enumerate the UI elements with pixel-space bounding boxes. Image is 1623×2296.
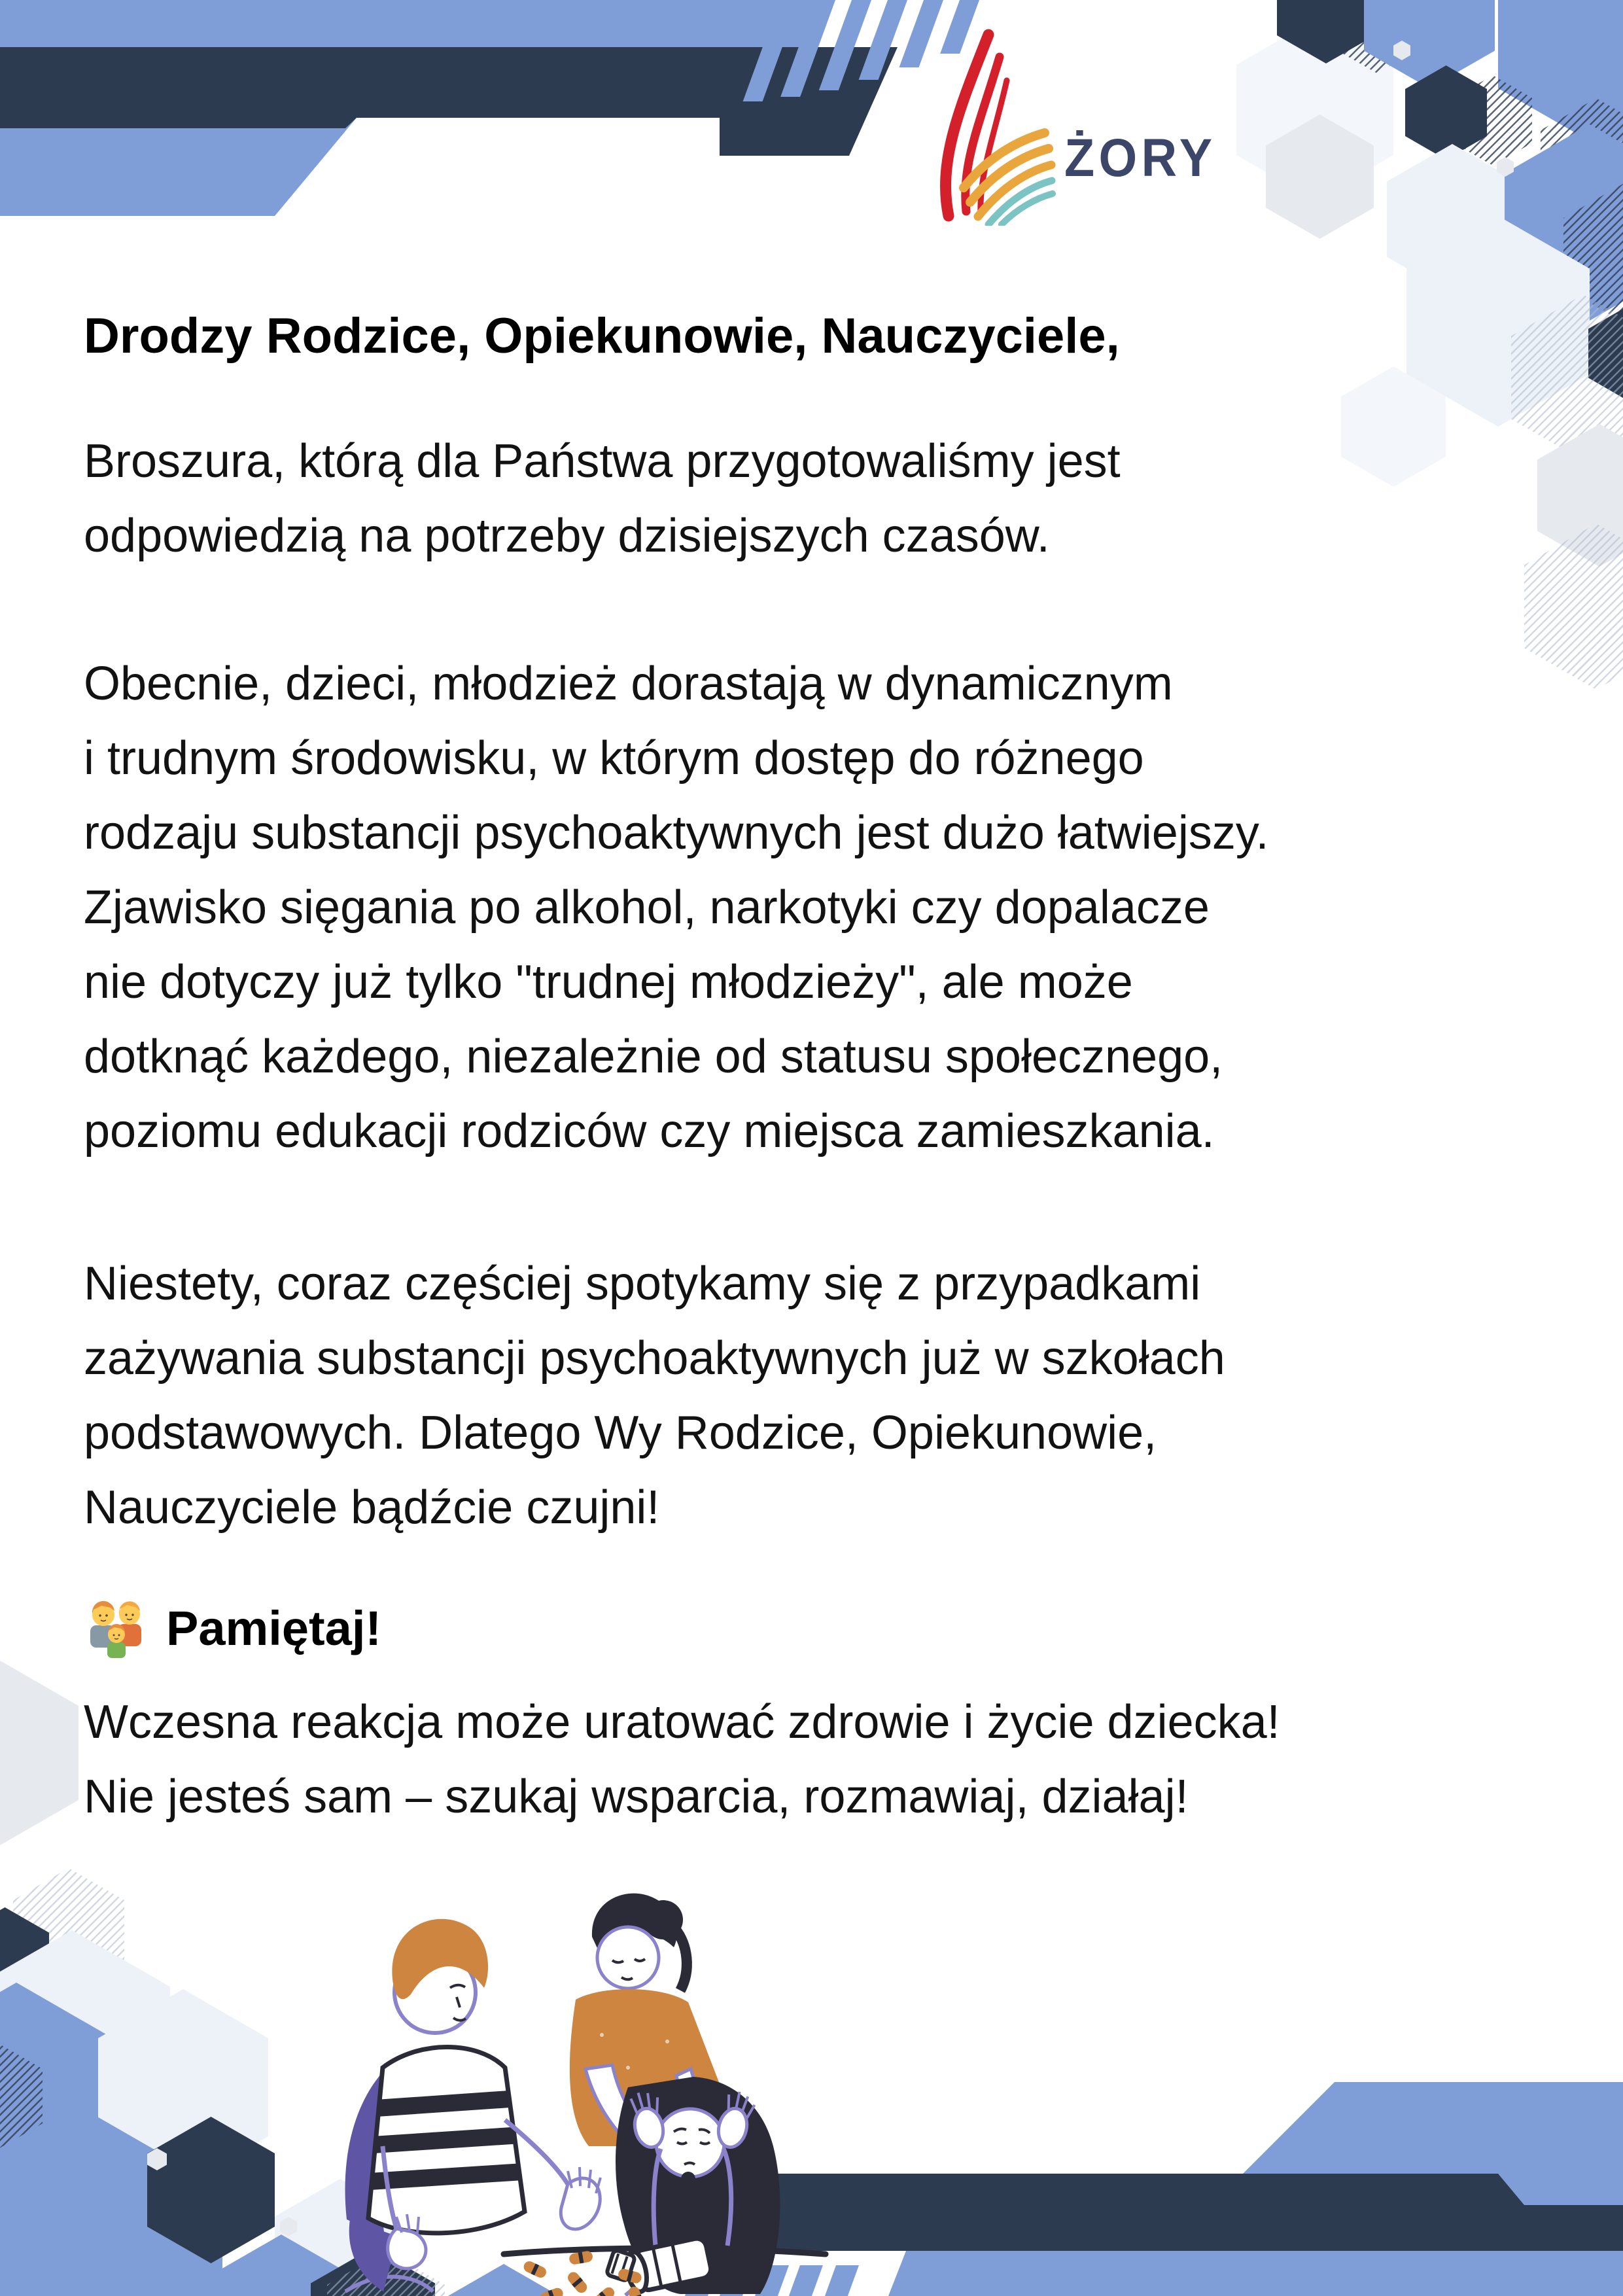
paragraph-warning: [84, 1246, 1225, 1545]
text-line: Zjawisko sięgania po alkohol, narkotyki czy dopalacze: [84, 881, 1210, 934]
text-line: Niestety, coraz częściej spotykamy się z przypadkami: [84, 1258, 1201, 1310]
text-line: rodzaju substancji psychoaktywnych jest dużo łatwiejszy.: [84, 807, 1269, 859]
footer-blue-lower: [888, 2251, 1623, 2296]
text-line: Nauczyciele bądźcie czujni!: [84, 1481, 660, 1534]
header-blue-parallelogram: [0, 118, 357, 216]
reminder-heading: [84, 1595, 381, 1661]
zory-flame-icon: [926, 23, 1056, 226]
paragraph-intro: [84, 424, 1121, 573]
text-line: Wczesna reakcja może uratować zdrowie i życie dziecka!: [84, 1696, 1280, 1748]
paragraph-call-to-action: [84, 1685, 1280, 1834]
text-line: zażywania substancji psychoaktywnych już w szkołach: [84, 1332, 1225, 1385]
page-title: Drodzy Rodzice, Opiekunowie, Nauczyciele,: [84, 308, 1120, 364]
zory-wordmark: ŻORY: [1064, 128, 1217, 188]
text-line: dotknąć każdego, niezależnie od statusu społecznego,: [84, 1031, 1223, 1083]
text-line: i trudnym środowisku, w którym dostęp do różnego: [84, 732, 1144, 785]
family-support-illustration: [262, 1871, 837, 2296]
header-blue-band: [0, 0, 832, 47]
family-emoji-icon: [84, 1595, 149, 1661]
text-line: Obecnie, dzieci, młodzież dorastają w dynamicznym: [84, 658, 1173, 710]
paragraph-context: [84, 646, 1269, 1169]
text-line: poziomu edukacji rodziców czy miejsca zamieszkania.: [84, 1105, 1215, 1157]
hexagon-decoration: [1524, 523, 1623, 690]
hexagon-decoration: [0, 1659, 79, 1847]
text-line: Broszura, którą dla Państwa przygotowaliśmy jest: [84, 435, 1121, 487]
text-line: nie dotyczy już tylko "trudnej młodzieży", ale może: [84, 956, 1133, 1008]
footer-navy-band: [733, 2174, 1623, 2251]
text-line: podstawowych. Dlatego Wy Rodzice, Opiekunowie,: [84, 1407, 1157, 1459]
text-line: Nie jesteś sam – szukaj wsparcia, rozmawiaj, działaj!: [84, 1771, 1189, 1823]
zory-logo: [926, 23, 1233, 226]
footer-blue-upper: [1243, 2082, 1623, 2251]
text-line: odpowiedzią na potrzeby dzisiejszych czasów.: [84, 510, 1050, 562]
reminder-title: Pamiętaj!: [166, 1600, 382, 1655]
